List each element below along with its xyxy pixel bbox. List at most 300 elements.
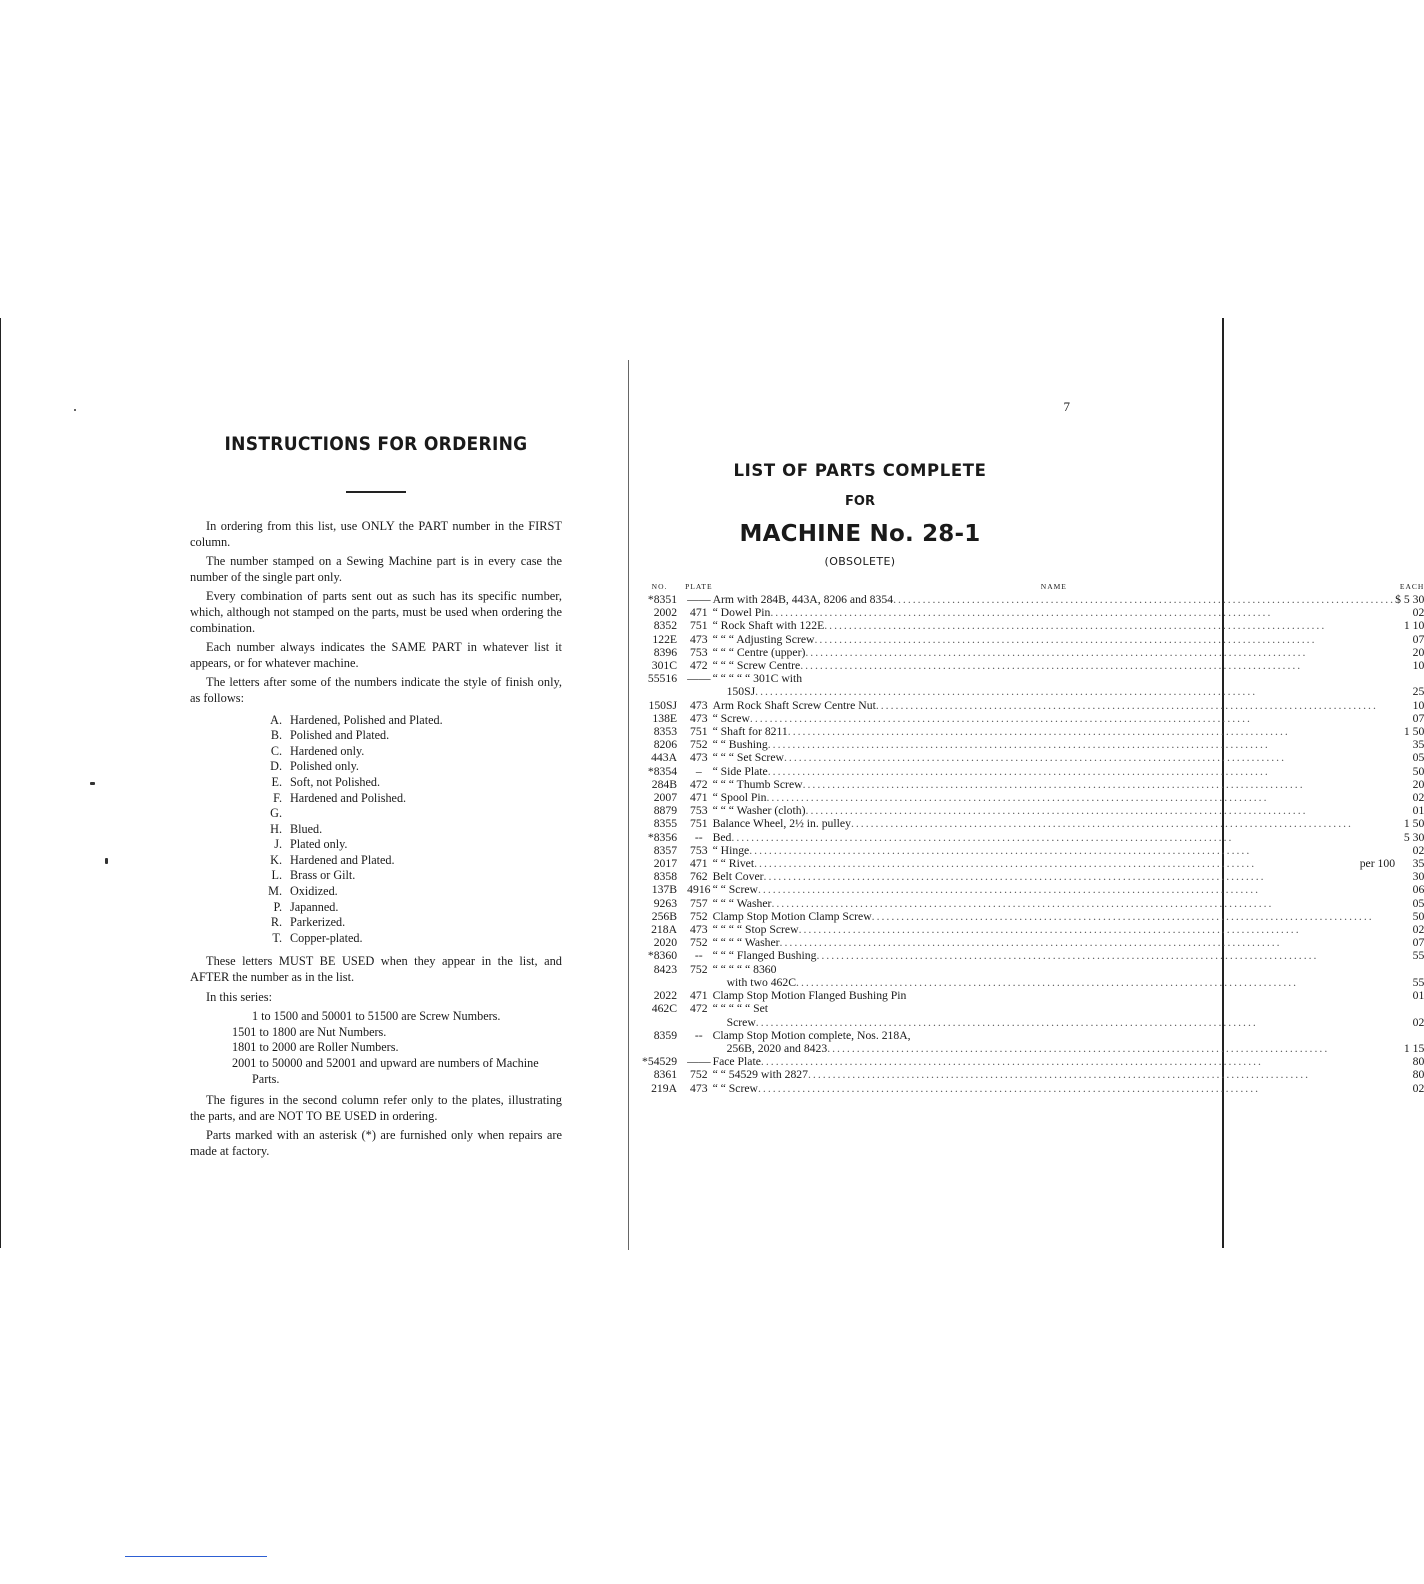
part-price <box>1395 1002 1424 1015</box>
table-row <box>642 712 1424 725</box>
leader-dots <box>761 1055 1395 1068</box>
finish-list <box>258 713 562 947</box>
part-name <box>713 923 1396 936</box>
plate-number: – <box>695 764 702 778</box>
list-item: R. Parkerized. <box>270 915 346 930</box>
part-number: 122E <box>652 632 678 646</box>
part-number: 9263 <box>653 896 678 910</box>
table-row <box>642 936 1424 949</box>
part-number <box>642 685 685 698</box>
plate-number: -- <box>694 949 703 963</box>
table-row <box>642 672 1424 685</box>
instructions-page <box>190 425 562 1164</box>
part-name-text: “ Hinge <box>712 843 750 857</box>
header-plate: PLATE <box>685 582 713 591</box>
part-number: 2022 <box>653 989 678 1003</box>
leader-dots <box>824 619 1395 632</box>
part-number: 284B <box>651 777 678 791</box>
table-row <box>642 923 1424 936</box>
part-name-text: “ “ “ “ Stop Screw <box>712 923 799 937</box>
parts-table-body <box>642 593 1424 1095</box>
table-row <box>642 989 1424 1002</box>
letters-note: These letters MUST BE USED when they appear in the list, and AFTER the number as in the list. <box>190 954 562 985</box>
plate-number: 752 <box>690 909 708 923</box>
part-price: $ 5 30 <box>1395 593 1424 606</box>
plate-number <box>685 685 713 698</box>
part-name <box>713 1002 1396 1015</box>
part-price: 02 <box>1412 1081 1424 1095</box>
list-item: B. Polished and Plated. <box>270 728 390 743</box>
part-price: 1 15 <box>1403 1041 1424 1055</box>
leader-dots <box>768 765 1395 778</box>
list-item: L. Brass or Gilt. <box>271 868 356 883</box>
list-item: P. Japanned. <box>273 899 339 914</box>
part-number: *8360 <box>647 949 678 963</box>
plate-number: 752 <box>690 1068 708 1082</box>
part-number: *54529 <box>642 1055 678 1069</box>
part-name <box>713 593 1396 606</box>
table-row <box>642 857 1424 870</box>
part-name-text: Arm Rock Shaft Screw Centre Nut <box>712 698 876 712</box>
part-number: 8396 <box>653 645 678 659</box>
part-name <box>713 844 1396 857</box>
part-number: 8355 <box>653 817 678 831</box>
part-price: 55 <box>1412 949 1424 963</box>
table-row <box>642 593 1424 606</box>
table-row <box>642 725 1424 738</box>
series-intro: In this series: <box>206 989 273 1004</box>
part-name <box>713 712 1396 725</box>
part-price: 30 <box>1412 870 1424 884</box>
part-number <box>642 1042 685 1055</box>
parts-list-page <box>640 395 1424 1095</box>
part-name-text: “ “ “ Screw Centre <box>712 659 801 673</box>
table-row <box>642 765 1424 778</box>
table-row <box>642 897 1424 910</box>
leader-dots <box>758 1082 1395 1095</box>
part-name <box>713 791 1396 804</box>
part-price: 35 <box>1412 857 1424 871</box>
plate-number: 762 <box>690 870 708 884</box>
leader-dots <box>750 712 1395 725</box>
part-number: 2007 <box>653 791 678 805</box>
part-name-text: Clamp Stop Motion Clamp Screw <box>712 909 872 923</box>
part-name <box>713 1016 1396 1029</box>
part-name-text: “ “ Bushing <box>712 738 768 752</box>
paragraph: Each number always indicates the SAME PART in whatever list it appears, or for whatever machine. <box>190 640 562 670</box>
list-item: A. Hardened, Polished and Plated. <box>270 712 443 727</box>
plate-number: 473 <box>690 698 708 712</box>
plate-number: 753 <box>690 804 708 818</box>
table-row <box>642 883 1424 896</box>
part-name-text: “ “ “ Thumb Screw <box>712 777 803 791</box>
plate-number <box>685 1016 713 1029</box>
part-name-text: “ Rock Shaft with 122E <box>712 619 825 633</box>
part-price: 80 <box>1412 1068 1424 1082</box>
plate-number <box>685 976 713 989</box>
page-number: 7 <box>1063 399 1070 414</box>
table-row <box>642 778 1424 791</box>
leader-dots <box>770 606 1395 619</box>
obsolete-label: (OBSOLETE) <box>824 555 896 568</box>
table-row <box>642 633 1424 646</box>
part-name-text: Belt Cover <box>712 870 764 884</box>
leader-dots <box>816 949 1395 962</box>
list-item: T. Copper-plated. <box>272 930 363 945</box>
part-name <box>713 738 1396 751</box>
header-name: NAME <box>1040 582 1067 591</box>
title-divider <box>346 491 406 493</box>
leader-dots <box>806 804 1396 817</box>
part-price: 80 <box>1412 1055 1424 1069</box>
part-name <box>713 831 1396 844</box>
part-name-text: Clamp Stop Motion Flanged Bushing Pin <box>712 989 907 1003</box>
part-price <box>1395 672 1424 685</box>
part-number: 219A <box>651 1081 678 1095</box>
part-number: 8361 <box>653 1068 678 1082</box>
part-price: 02 <box>1412 923 1424 937</box>
leader-dots <box>800 659 1395 672</box>
table-row <box>642 976 1424 989</box>
plate-number <box>685 1042 713 1055</box>
leader-dots <box>754 857 1360 870</box>
list-title: LIST OF PARTS COMPLETE <box>733 461 987 480</box>
part-price: 10 <box>1412 698 1424 712</box>
part-name <box>713 817 1396 830</box>
part-price: 02 <box>1412 606 1424 620</box>
leader-dots <box>851 817 1395 830</box>
part-name-text: “ “ “ Flanged Bushing <box>712 949 817 963</box>
leader-dots <box>758 883 1395 896</box>
plate-number: -- <box>694 830 703 844</box>
leader-dots <box>805 646 1395 659</box>
part-number: *8351 <box>647 593 678 606</box>
part-price: 1 50 <box>1403 725 1424 739</box>
leader-dots <box>768 738 1395 751</box>
part-price: 55 <box>1412 975 1424 989</box>
part-price: 02 <box>1412 843 1424 857</box>
list-item: D. Polished only. <box>270 759 359 774</box>
part-name-text: “ Side Plate <box>712 764 768 778</box>
plate-number: 752 <box>690 962 708 976</box>
part-name-text: Clamp Stop Motion complete, Nos. 218A, <box>712 1028 911 1042</box>
part-name-text: “ “ “ Washer (cloth) <box>712 804 806 818</box>
list-item: 2001 to 50000 and 52001 and upward are numbers of Machine Parts. <box>232 1056 539 1086</box>
table-row <box>642 1029 1424 1042</box>
table-row <box>642 1055 1424 1068</box>
part-number: 2017 <box>653 857 678 871</box>
part-number: *8356 <box>647 830 678 844</box>
leader-dots <box>766 791 1395 804</box>
leader-dots <box>784 751 1395 764</box>
part-name <box>713 857 1396 870</box>
asterisk-note: Parts marked with an asterisk (*) are furnished only when repairs are made at factory. <box>190 1128 562 1158</box>
part-name <box>713 685 1396 698</box>
part-number: 8358 <box>653 870 678 884</box>
part-name <box>713 936 1396 949</box>
plate-number: -- <box>694 1028 703 1042</box>
plate-number: —— <box>687 593 711 606</box>
part-name <box>713 619 1396 632</box>
plate-number: 472 <box>690 659 708 673</box>
part-name <box>713 870 1396 883</box>
leader-dots <box>731 831 1395 844</box>
scan-edge-left <box>0 318 1 1248</box>
part-number: 55516 <box>647 672 678 686</box>
plate-number: —— <box>687 1055 711 1069</box>
part-name <box>713 897 1396 910</box>
table-row <box>642 949 1424 962</box>
table-row <box>642 1082 1424 1095</box>
leader-dots <box>808 1068 1395 1081</box>
scan-edge-bottom <box>125 1556 267 1557</box>
leader-dots <box>893 593 1395 606</box>
part-name <box>713 778 1396 791</box>
table-row <box>642 606 1424 619</box>
plate-number: 751 <box>690 725 708 739</box>
scan-speck <box>105 858 108 864</box>
part-price <box>1395 963 1424 976</box>
leader-dots <box>799 923 1396 936</box>
plates-note: The figures in the second column refer only to the plates, illustrating the parts, and are NOT TO BE USED in ordering. <box>190 1093 562 1123</box>
part-price: 1 50 <box>1403 817 1424 831</box>
part-name-text: “ “ “ Washer <box>712 896 772 910</box>
table-row <box>642 659 1424 672</box>
part-number: 256B <box>651 909 678 923</box>
part-name <box>713 804 1396 817</box>
part-name-text: “ “ Rivet <box>712 857 755 871</box>
part-name-text: “ “ “ Adjusting Screw <box>712 632 815 646</box>
part-name-text: “ “ “ “ “ 301C with <box>712 672 803 686</box>
plate-number: 751 <box>690 619 708 633</box>
list-item: E. Soft, not Polished. <box>271 774 381 789</box>
part-name-text: “ “ “ Centre (upper) <box>712 645 806 659</box>
table-row <box>642 804 1424 817</box>
part-number: 8353 <box>653 725 678 739</box>
part-name <box>713 1068 1396 1081</box>
part-name-text: “ “ “ Set Screw <box>712 751 784 765</box>
part-number: 8359 <box>653 1028 678 1042</box>
unit-suffix: per 100 <box>1359 857 1396 871</box>
part-price: 1 10 <box>1403 619 1424 633</box>
page-gutter <box>628 360 629 1250</box>
leader-dots <box>814 633 1395 646</box>
plate-number: 471 <box>690 791 708 805</box>
plate-number: 472 <box>690 1002 708 1016</box>
header-no: NO. <box>651 582 668 591</box>
part-number: 2002 <box>653 606 678 620</box>
part-name-text: “ “ Screw <box>712 883 758 897</box>
part-name-text: “ Screw <box>712 711 750 725</box>
part-name <box>713 949 1396 962</box>
scan-speck <box>74 409 76 411</box>
list-item: 1801 to 2000 are Roller Numbers. <box>232 1040 399 1055</box>
plate-number: 473 <box>690 711 708 725</box>
table-row <box>642 619 1424 632</box>
paragraph: In ordering from this list, use ONLY the PART number in the FIRST column. <box>190 519 562 549</box>
part-name <box>713 659 1396 672</box>
table-row <box>642 1042 1424 1055</box>
leader-dots <box>764 870 1396 883</box>
part-price: 20 <box>1412 777 1424 791</box>
part-price: 07 <box>1412 711 1424 725</box>
part-price: 05 <box>1412 751 1424 765</box>
list-item: G. <box>270 806 282 821</box>
part-price: 07 <box>1412 936 1424 950</box>
part-number: 443A <box>651 751 678 765</box>
part-name-text: with two 462C <box>726 975 797 989</box>
part-name-text: “ Dowel Pin <box>712 606 771 620</box>
part-number: 137B <box>651 883 678 897</box>
plate-number: 752 <box>690 738 708 752</box>
table-row <box>642 1002 1424 1015</box>
part-price <box>1395 1029 1424 1042</box>
page-title: INSTRUCTIONS FOR ORDERING <box>224 433 528 455</box>
list-item: F. Hardened and Polished. <box>273 790 407 805</box>
part-number: 8352 <box>653 619 678 633</box>
paragraph: The letters after some of the numbers indicate the style of finish only, as follows: <box>190 675 562 705</box>
part-name <box>713 633 1396 646</box>
table-row <box>642 870 1424 883</box>
part-price: 05 <box>1412 896 1424 910</box>
plate-number: 471 <box>690 606 708 620</box>
part-name-text: “ Shaft for 8211 <box>712 725 788 739</box>
list-item: K. Hardened and Plated. <box>270 852 395 867</box>
leader-dots <box>780 936 1396 949</box>
machine-title: MACHINE No. 28-1 <box>739 521 981 547</box>
part-name <box>713 646 1396 659</box>
part-number: 218A <box>651 923 678 937</box>
list-item: J. Plated only. <box>274 837 348 852</box>
table-row <box>642 751 1424 764</box>
plate-number: 472 <box>690 777 708 791</box>
plate-number: 753 <box>690 645 708 659</box>
plate-number: 473 <box>690 923 708 937</box>
part-number: 8206 <box>653 738 678 752</box>
part-price: 50 <box>1412 909 1424 923</box>
part-name <box>713 976 1396 989</box>
part-name <box>713 699 1396 712</box>
part-price: 25 <box>1412 685 1424 699</box>
part-name-text: Bed <box>712 830 732 844</box>
plate-number: 473 <box>690 632 708 646</box>
table-row <box>642 1068 1424 1081</box>
list-item: 1 to 1500 and 50001 to 51500 are Screw Numbers. <box>252 1009 501 1024</box>
header-each: EACH <box>1399 582 1424 591</box>
part-name <box>713 606 1396 619</box>
table-row <box>642 963 1424 976</box>
part-number <box>642 976 685 989</box>
part-name <box>713 1029 1396 1042</box>
scan-speck <box>90 782 95 785</box>
leader-dots <box>796 976 1395 989</box>
part-name-text: “ “ 54529 with 2827 <box>712 1068 808 1082</box>
plate-number: 757 <box>690 896 708 910</box>
part-name-text: Face Plate <box>712 1055 761 1069</box>
part-number: 150SJ <box>648 698 678 712</box>
part-name-text: “ Spool Pin <box>712 791 767 805</box>
plate-number: 752 <box>690 936 708 950</box>
plate-number: 753 <box>690 843 708 857</box>
leader-dots <box>755 685 1395 698</box>
part-name <box>713 910 1396 923</box>
table-row <box>642 831 1424 844</box>
table-row <box>642 844 1424 857</box>
part-name-text: Screw <box>726 1015 756 1029</box>
table-row <box>642 791 1424 804</box>
leader-dots <box>756 1016 1395 1029</box>
table-row <box>642 646 1424 659</box>
part-price: 35 <box>1412 738 1424 752</box>
part-name <box>713 989 1396 1002</box>
part-number: 8357 <box>653 843 678 857</box>
list-item: M. Oxidized. <box>268 884 338 899</box>
leader-dots <box>876 699 1395 712</box>
part-price: 01 <box>1412 804 1424 818</box>
part-price: 20 <box>1412 645 1424 659</box>
parts-table <box>642 582 1424 1095</box>
part-price: 01 <box>1412 989 1424 1003</box>
part-number: *8354 <box>647 764 678 778</box>
part-name <box>713 1082 1396 1095</box>
list-item: 1501 to 1800 are Nut Numbers. <box>232 1024 387 1039</box>
table-header-row <box>642 582 1424 593</box>
part-name-text: 256B, 2020 and 8423 <box>726 1041 828 1055</box>
part-price: 02 <box>1412 1015 1424 1029</box>
list-item: C. Hardened only. <box>270 743 365 758</box>
table-row <box>642 817 1424 830</box>
part-number: 301C <box>651 659 678 673</box>
number-series <box>190 1009 562 1087</box>
part-name <box>713 751 1396 764</box>
leader-dots <box>771 897 1395 910</box>
part-number: 462C <box>651 1002 678 1016</box>
plate-number: —— <box>687 672 711 686</box>
part-name-text: 150SJ <box>726 685 756 699</box>
part-name <box>713 963 1396 976</box>
part-name <box>713 672 1396 685</box>
table-row <box>642 685 1424 698</box>
table-row <box>642 699 1424 712</box>
leader-dots <box>788 725 1395 738</box>
part-price: 06 <box>1412 883 1424 897</box>
part-name-text: Balance Wheel, 2½ in. pulley <box>712 817 851 831</box>
leader-dots <box>749 844 1395 857</box>
plate-number: 471 <box>690 857 708 871</box>
leader-dots <box>827 1042 1395 1055</box>
table-row <box>642 1016 1424 1029</box>
part-price: 5 30 <box>1403 830 1424 844</box>
paragraph: Every combination of parts sent out as such has its specific number, which, although not stamped on the parts, must be used when ordering the combination. <box>190 589 562 635</box>
paragraph: The number stamped on a Sewing Machine part is in every case the number of the single part only. <box>190 554 562 584</box>
part-name-text: “ “ Screw <box>712 1081 758 1095</box>
part-number: 138E <box>652 711 678 725</box>
plate-number: 751 <box>690 817 708 831</box>
list-item: H. Blued. <box>270 821 323 836</box>
part-price: 02 <box>1412 791 1424 805</box>
leader-dots <box>803 778 1396 791</box>
plate-number: 4916 <box>687 883 711 897</box>
part-name-text: Arm with 284B, 443A, 8206 and 8354 <box>712 593 894 606</box>
part-name <box>713 1042 1396 1055</box>
plate-number: 473 <box>690 1081 708 1095</box>
part-name-text: “ “ “ “ Washer <box>712 936 780 950</box>
list-title-for: FOR <box>845 494 875 509</box>
part-name <box>713 883 1396 896</box>
leader-dots <box>872 910 1395 923</box>
table-row <box>642 738 1424 751</box>
part-name-text: “ “ “ “ “ 8360 <box>712 962 777 976</box>
